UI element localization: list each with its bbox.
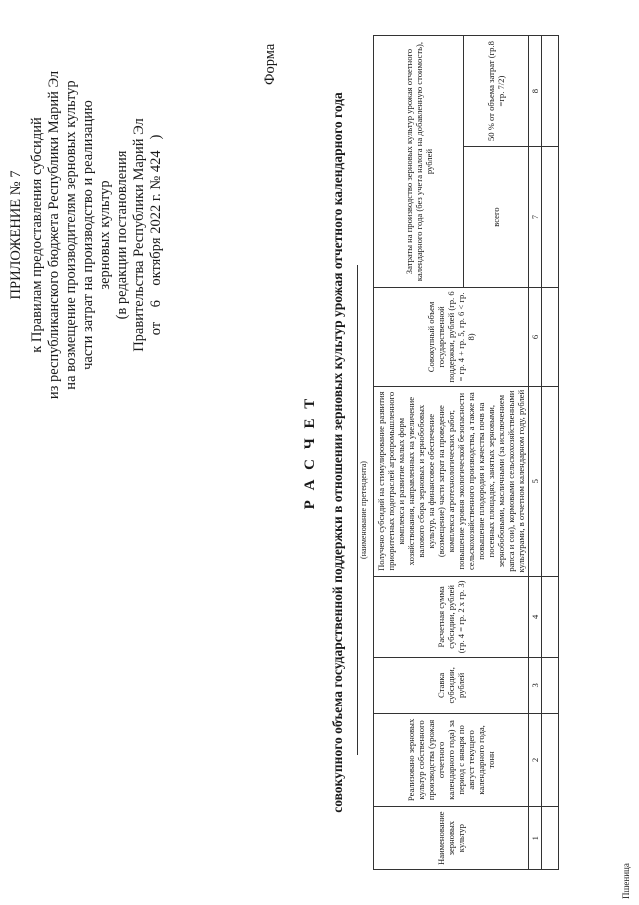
header-line: части затрат на производство и реализацию <box>80 100 96 370</box>
column-number-row <box>529 36 542 870</box>
header-line: на возмещение производителям зерновых культур <box>63 80 79 390</box>
column-number: 2 <box>529 713 542 807</box>
table-cell[interactable] <box>542 807 559 870</box>
table-header-row <box>374 36 464 870</box>
column-number: 6 <box>529 288 542 387</box>
table-cell[interactable] <box>542 147 559 288</box>
header-date-line: от 6 октября 2022 г. № 424 ) <box>148 134 164 336</box>
header-crop-name: Наименование зерновых культур <box>374 807 529 870</box>
table-cell[interactable] <box>542 658 559 713</box>
table-cell[interactable] <box>542 386 559 576</box>
column-number: 8 <box>529 36 542 147</box>
header-costs-half: 50 % от объема затрат (гр.8 =гр. 7/2) <box>464 36 529 147</box>
form-label: Форма <box>262 43 278 85</box>
column-number: 5 <box>529 386 542 576</box>
column-number: 3 <box>529 658 542 713</box>
table-cell[interactable] <box>542 36 559 147</box>
column-number: 1 <box>529 807 542 870</box>
table-cell[interactable] <box>542 576 559 658</box>
appendix-header <box>8 20 165 450</box>
recipient-caption: (наименование претендента) <box>359 461 368 559</box>
header-received-subsidies: Получено субсидий на стимулирование развития приоритетных подотраслей агропромышленного комплекса и развитие малых форм хозяйствования, направленных на увеличение валового сбора зерновых и зернобобовых культур, на финансовое обеспечение (возмещение) части затрат на проведение комплекса агротехнологических работ, повышение уровня экологической безопасности сельскохозяйственного производства, а также на повышение плодородия и качества почв на посевных площадях, занятых зерновыми, зернобобовыми, масличными (за исключением рапса и сои), кормовыми сельскохозяйственными культурами, в отчетном календарном году, рублей <box>374 386 529 576</box>
header-line: зерновых культур <box>97 180 113 290</box>
table-cell[interactable] <box>542 713 559 807</box>
header-costs-total: всего <box>464 147 529 288</box>
table-cell[interactable] <box>542 288 559 387</box>
column-number: 4 <box>529 576 542 658</box>
header-government: Правительства Республики Марий Эл <box>131 118 147 352</box>
header-total-support: Совокупный объем государственной поддержки, рублей (гр. 6 = гр. 4 + гр. 5, гр. 6 < гр. 8) <box>374 288 529 387</box>
header-line: из республиканского бюджета Республики Марий Эл <box>46 70 62 400</box>
header-line: к Правилам предоставления субсидий <box>29 117 45 353</box>
header-sold-tons: Реализовано зерновых культур собственного производства (урожая отчетного календарного года) за период с января по август текущего календарного года, тонн <box>374 713 529 807</box>
appendix-number: ПРИЛОЖЕНИЕ № 7 <box>8 170 24 300</box>
header-production-costs: Затраты на производство зерновых культур урожая отчетного календарного года (без учета налога на добавленную стоимость), рублей <box>374 36 464 288</box>
header-edition: (в редакции постановления <box>114 150 130 320</box>
crop-label: Пшеница <box>621 863 631 899</box>
recipient-fill-line[interactable] <box>357 265 358 755</box>
header-calculated-sum: Расчетная сумма субсидии, рублей (гр. 4 = гр. 2 х гр. 3) <box>374 576 529 658</box>
header-subsidy-rate: Ставка субсидии, рублей <box>374 658 529 713</box>
calculation-table <box>373 35 559 870</box>
column-number: 7 <box>529 147 542 288</box>
document-subtitle: совокупного объема государственной поддержки в отношении зерновых культур урожая отчетного календарного года <box>330 92 345 813</box>
document-title: Р А С Ч Е Т <box>302 395 318 510</box>
table-row <box>542 36 559 870</box>
